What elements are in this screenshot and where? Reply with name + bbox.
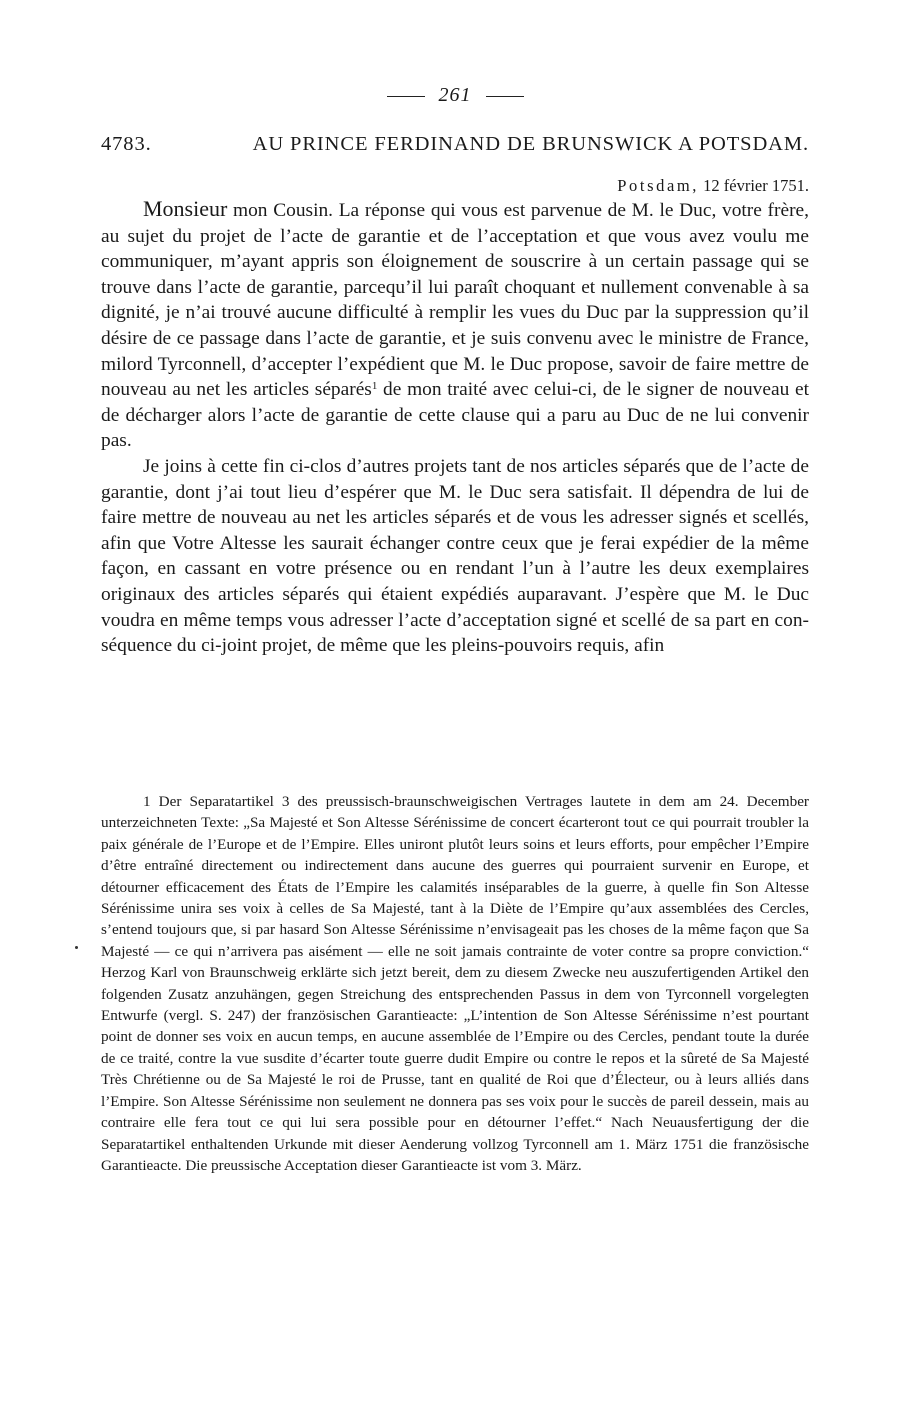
letter-heading [101,133,809,156]
footnote-reference: 1 [371,380,378,393]
paragraph-2: Je joins à cette fin ci-clos d’autres projets tant de nos articles séparés que de l’acte de garantie, dont j’ai tout lieu d’espérer que M. le Duc sera satisfait. Il dépendra de lui de faire mettre de nouveau au net les articles séparés et de vous les adresser signés et scellés, afin que Votre Altesse les saurait échanger contre ceux que je ferai expédier de la même façon, en cassant en votre présence ou en rendant l’un à l’autre les deux exemplaires originaux des articles séparés qui étaient expédiés auparavant. J’espère que M. le Duc voudra en même temps vous adresser l’acte d’acceptation signé et scellé de sa part en conséquence du ci-joint projet, de même que les pleins-pouvoirs requis, afin [101,455,809,657]
letter-title: AU PRINCE FERDINAND DE BRUNSWICK A POTSDAM. [252,133,809,155]
paragraph-1-end: de mon traité avec celui-ci, de le signer de nouveau et de décharger alors l’acte de garantie de cette clause qui a paru au Duc de ne lui convenir pas. [101,379,809,452]
left-rule [387,96,425,97]
letter-body [101,196,809,659]
footnote [101,791,809,1176]
dateline-date: 12 février 1751. [703,176,809,195]
dateline [617,176,809,196]
footnote-marker: 1 [143,793,151,810]
footnote-paragraph [101,791,809,1176]
page-number: 261 [438,84,472,106]
paragraph-1-first-word: Monsieur [143,196,228,221]
paragraph-1-text: mon Cousin. La réponse qui vous est parvenue de M. le Duc, votre frère, au sujet du projet de l’acte de garantie et de l’acceptation et que vous avez voulu me communiquer, m’ayant appris son éloignement de souscrire à un certain passage qui se trouve dans l’acte de garantie, parcequ’il lui paraît choquant et nullement convenable à sa dignité, je n’ai trouvé aucune difficulté à remplir les vues du Duc par la suppression qu’il désire de ce passage dans l’acte de garantie, et je suis convenu avec le ministre de France, milord Tyrconnell, d’accepter l’expédient que M. le Duc propose, savoir de faire mettre de nouveau au net les articles séparés [101,200,809,401]
page-number-line [101,84,809,107]
margin-mark [75,946,78,949]
right-rule [486,96,524,97]
paragraph-1 [101,196,809,454]
letter-number: 4783. [101,133,152,155]
dateline-place: Potsdam, [617,176,700,195]
footnote-text: Der Separatartikel 3 des preussisch-braunschweigischen Vertrages lautete in dem am 24. December unterzeichneten Texte: „Sa Majesté et Son Altesse Sérénissime de concert écarteront tout ce qui pourrait troubler la paix générale de l’Europe et de l’Empire. Elles uniront plutôt leurs soins et leurs efforts, pour empêcher l’Empire d’être entraîné directement ou indirectement dans aucune des guerres qui pourraient survenir en Europe, et détourner efficacement des États de l’Empire les calamités inséparables de la guerre, à quelle fin Son Altesse Sérénissime unira ses voix à celles de Sa Majesté, tant à la Diète de l’Empire qu’aux assemblées des Cercles, s’entend toujours que, si par hasard Son Altesse Sérénissime n’envisageait pas les choses de la même façon que Sa Majesté — ce qui n’arrivera pas aisément — elle ne soit jamais contrainte de voter contre sa propre conviction.“ Herzog Karl von Braunschweig erklärte sich jetzt bereit, dem zu diesem Zwecke neu auszufertigenden Artikel den folgenden Zusatz anzuhängen, gegen Streichung des entsprechenden Passus in dem von Tyrconnell vorgelegten Entwurfe (vergl. S. 247) der französischen Garantieacte: „L’intention de Son Altesse Sérénissime n’est pourtant point de donner ses voix en aucun temps, en aucune assemblée de l’Empire ou des Cercles, pendant toute la durée de ce traité, contre la vue susdite d’écarter toute guerre dudit Empire ou contre le repos et la sûreté de Sa Majesté Très Chrétienne ou de Sa Majesté le roi de Prusse, tant en qualité de Roi que d’Électeur, ou à leurs alliés dans l’Empire. Son Altesse Sérénissime non seulement ne donnera pas ses voix pour le succès de pareil dessein, mais au contraire elle fera tout ce qui lui sera possible pour en détourner l’effet.“ Nach Neuausfertigung der die Separatartikel enthaltenden Urkunde mit dieser Aenderung vollzog Tyrconnell am 1. März 1751 die französische Garantieacte. Die preussische Acceptation dieser Garantieacte ist vom 3. März. [101,793,809,1174]
